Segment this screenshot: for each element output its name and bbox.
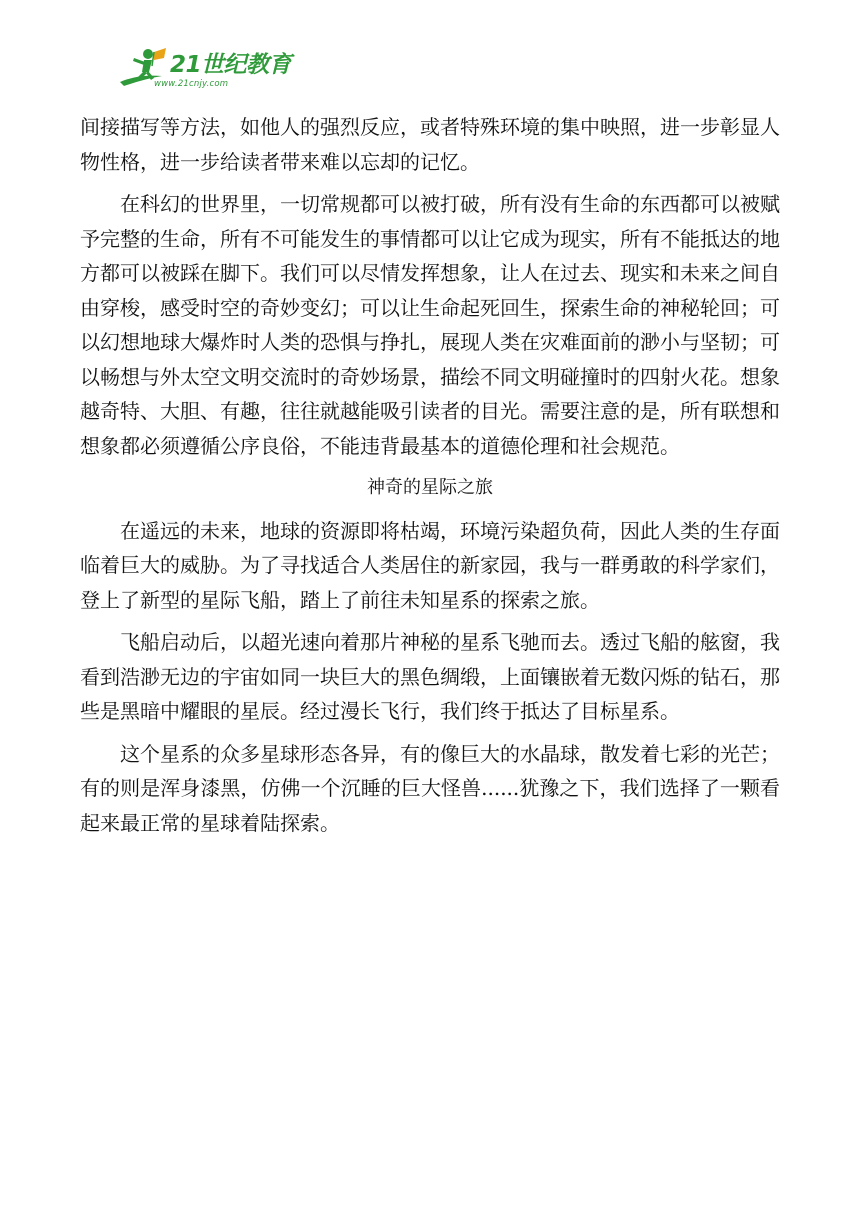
paragraph: 间接描写等方法，如他人的强烈反应，或者特殊环境的集中映照，进一步彰显人物性格，进一步给读者带来难以忘却的记忆。 xyxy=(80,115,780,174)
logo-text: 21世纪教育 xyxy=(170,52,292,78)
site-logo xyxy=(118,46,318,92)
essay-paragraph: 飞船启动后，以超光速向着那片神秘的星系飞驰而去。透过飞船的舷窗，我看到浩渺无边的宇宙如同一块巨大的黑色绸缎，上面镶嵌着无数闪烁的钻石，那些是黑暗中耀眼的星辰。经过漫长飞行，我们终于抵达了目标星系。 xyxy=(80,630,780,723)
logo-url: www.21cnjy.com xyxy=(154,79,229,89)
essay-title: 神奇的星际之旅 xyxy=(367,477,493,498)
document-body xyxy=(80,110,780,848)
essay-paragraph: 在遥远的未来，地球的资源即将枯竭，环境污染超负荷，因此人类的生存面临着巨大的威胁。为了寻找适合人类居住的新家园，我与一群勇敢的科学家们，登上了新型的星际飞船，踏上了前往未知星系的探索之旅。 xyxy=(80,518,780,612)
paragraph: 在科幻的世界里，一切常规都可以被打破，所有没有生命的东西都可以被赋予完整的生命，所有不可能发生的事情都可以让它成为现实，所有不能抵达的地方都可以被踩在脚下。我们可以尽情发挥想象，让人在过去、现实和未来之间自由穿梭，感受时空的奇妙变幻；可以让生命起死回生，探索生命的神秘轮回；可以幻想地球大爆炸时人类的恐惧与挣扎，展现人类在灾难面前的渺小与坚韧；可以畅想与外太空文明交流时的奇妙场景，描绘不同文明碰撞时的四射火花。想象越奇特、大胆、有趣，往往就越能吸引读者的目光。需要注意的是，所有联想和想象都必须遵循公序良俗，不能违背最基本的道德伦理和社会规范。 xyxy=(80,192,780,458)
essay-paragraph: 这个星系的众多星球形态各异，有的像巨大的水晶球，散发着七彩的光芒；有的则是浑身漆黑，仿佛一个沉睡的巨大怪兽......犹豫之下，我们选择了一颗看起来最正常的星球着陆探索。 xyxy=(80,741,780,835)
